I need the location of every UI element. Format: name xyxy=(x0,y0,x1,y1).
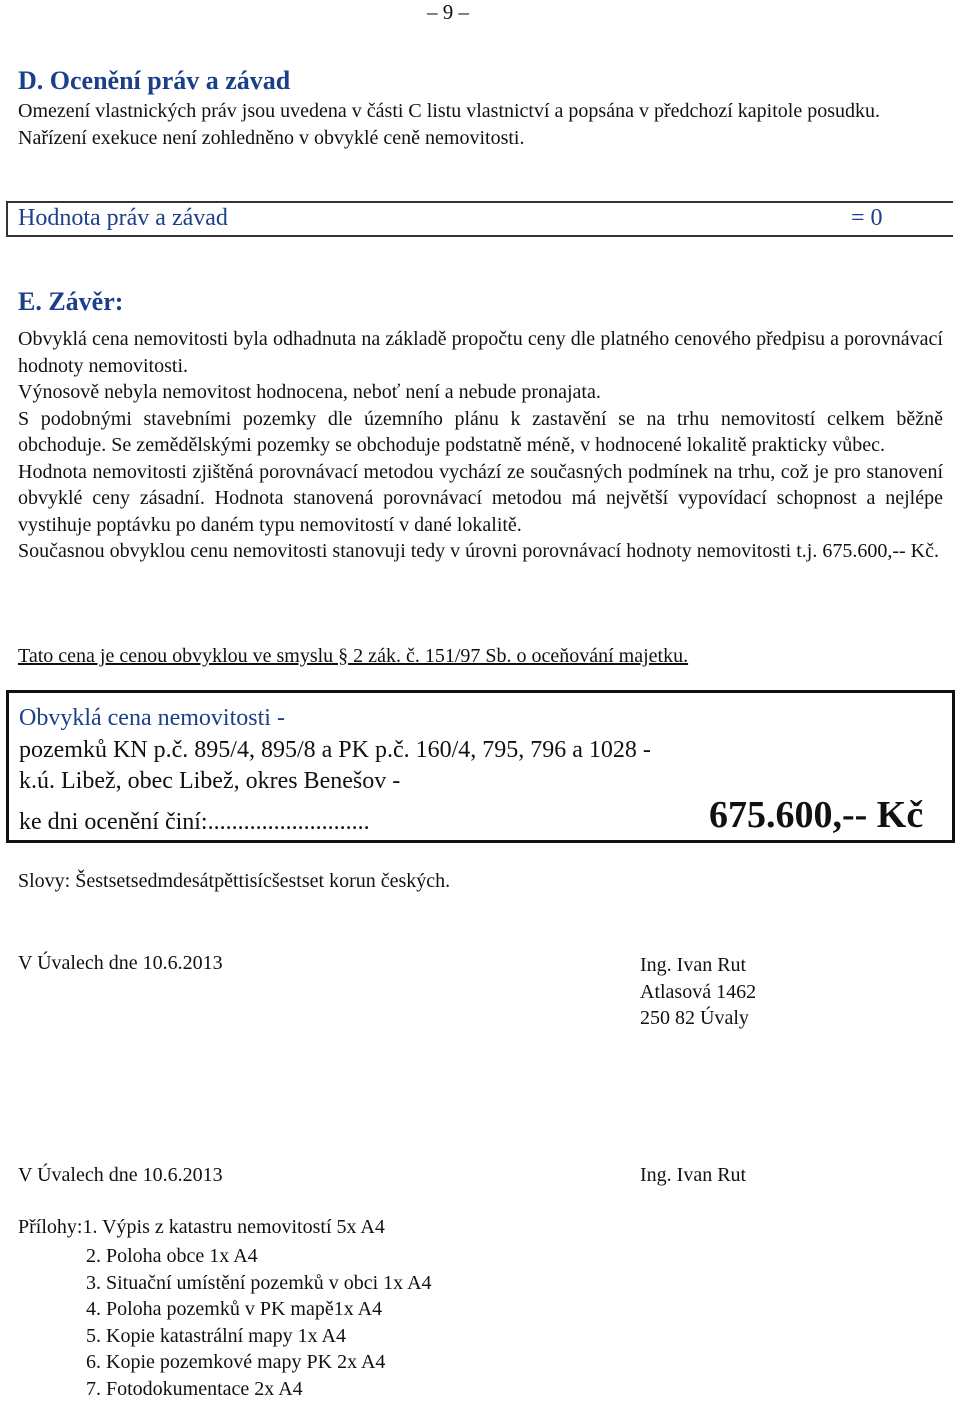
result-location: k.ú. Libež, obec Libež, okres Benešov - xyxy=(19,766,400,796)
result-amount: 675.600,-- Kč xyxy=(709,793,923,837)
attachment-item: 7. Fotodokumentace 2x A4 xyxy=(86,1376,432,1402)
result-title: Obvyklá cena nemovitosti - xyxy=(19,703,285,733)
conclusion-paragraph: S podobnými stavebními pozemky dle územního plánu k zastavění se na trhu nemovitostí celkem běžně obchoduje. Se zemědělskými pozemky se obchoduje podstatně méně, v hodnocené lokalitě prakticky vůbec. xyxy=(18,406,943,459)
section-d-paragraph: Nařízení exekuce není zohledněno v obvyklé ceně nemovitosti. xyxy=(18,125,943,152)
place-date: V Úvalech dne 10.6.2013 xyxy=(18,952,223,975)
author-street: Atlasová 1462 xyxy=(640,979,756,1006)
conclusion-paragraph: Současnou obvyklou cenu nemovitosti stanovuji tedy v úrovni porovnávací hodnoty nemovitosti t.j. 675.600,-- Kč. xyxy=(18,538,943,565)
author-name: Ing. Ivan Rut xyxy=(640,952,756,979)
section-d-text xyxy=(18,98,943,151)
attachment-item: 6. Kopie pozemkové mapy PK 2x A4 xyxy=(86,1349,432,1376)
rights-value-box xyxy=(6,201,953,237)
valuation-result-box xyxy=(6,690,955,843)
attachment-item: 5. Kopie katastrální mapy 1x A4 xyxy=(86,1323,432,1350)
result-parcels: pozemků KN p.č. 895/4, 895/8 a PK p.č. 160/4, 795, 796 a 1028 - xyxy=(19,735,651,765)
rights-value: = 0 xyxy=(851,205,883,232)
author-city: 250 82 Úvaly xyxy=(640,1005,756,1032)
legal-statement: Tato cena je cenou obvyklou ve smyslu § 2 zák. č. 151/97 Sb. o oceňování majetku. xyxy=(18,645,688,668)
conclusion-paragraph: Výnosově nebyla nemovitost hodnocena, neboť není a nebude pronajata. xyxy=(18,379,943,406)
section-e-heading: E. Závěr: xyxy=(18,287,123,317)
attachment-item: 4. Poloha pozemků v PK mapě1x A4 xyxy=(86,1296,432,1323)
attachment-item: 2. Poloha obce 1x A4 xyxy=(86,1243,432,1270)
place-date-signature: V Úvalech dne 10.6.2013 xyxy=(18,1164,223,1187)
attachment-item: 3. Situační umístění pozemků v obci 1x A4 xyxy=(86,1270,432,1297)
section-d-heading: D. Ocenění práv a závad xyxy=(18,66,290,96)
attachments-label: Přílohy: xyxy=(18,1216,82,1238)
attachments-list xyxy=(86,1243,432,1402)
section-d-paragraph: Omezení vlastnických práv jsou uvedena v části C listu vlastnictví a popsána v předchozí kapitole posudku. xyxy=(18,98,943,125)
result-date-label: ke dni ocenění činí:........................... xyxy=(19,807,370,837)
rights-value-label: Hodnota práv a závad xyxy=(18,205,228,232)
attachment-item: 1. Výpis z katastru nemovitostí 5x A4 xyxy=(82,1216,384,1238)
page-number: – 9 – xyxy=(427,0,469,25)
amount-in-words: Slovy: Šestsetsedmdesátpěttisícšestset korun českých. xyxy=(18,870,450,893)
author-address xyxy=(640,952,756,1032)
signature-name: Ing. Ivan Rut xyxy=(640,1164,746,1187)
conclusion-paragraph: Obvyklá cena nemovitosti byla odhadnuta na základě propočtu ceny dle platného cenového předpisu a porovnávací hodnoty nemovitosti. xyxy=(18,326,943,379)
conclusion-paragraph: Hodnota nemovitosti zjištěná porovnávací metodou vychází ze současných podmínek na trhu, což je pro stanovení obvyklé ceny zásadní. Hodnota stanovená porovnávací metodou má největší vypovídací schopnost a nejlépe vystihuje poptávku po daném typu nemovitostí v dané lokalitě. xyxy=(18,459,943,539)
attachments-heading xyxy=(18,1216,385,1239)
section-e-text xyxy=(18,326,943,565)
